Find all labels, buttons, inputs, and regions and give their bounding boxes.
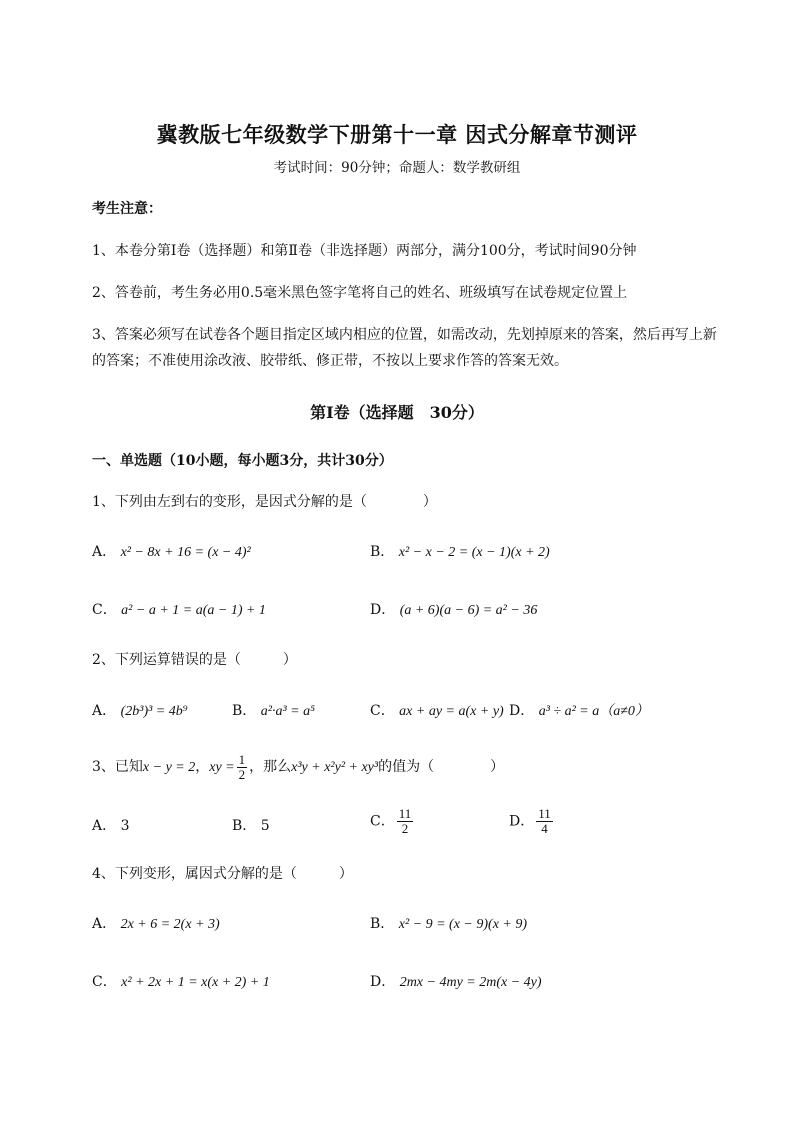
option-letter: B． bbox=[370, 916, 395, 932]
question-4-option-c[interactable] bbox=[92, 972, 270, 993]
section-title: 第I卷（选择题 30分） bbox=[310, 403, 484, 422]
exam-subtitle: 考试时间：90分钟；命题人：数学教研组 bbox=[273, 160, 521, 176]
stem-expression: x − y = 2 bbox=[142, 760, 196, 775]
question-3-option-c[interactable] bbox=[370, 807, 415, 836]
question-4-option-b[interactable] bbox=[370, 914, 527, 935]
option-letter: D． bbox=[370, 602, 396, 618]
question-3-option-b[interactable] bbox=[232, 816, 270, 836]
fraction-numerator: 11 bbox=[538, 806, 551, 821]
option-expression: a³ ÷ a² = a（a≠0） bbox=[538, 704, 649, 719]
fraction-denominator: 4 bbox=[541, 821, 548, 836]
stem-text: ， bbox=[195, 759, 210, 775]
question-1-option-a[interactable] bbox=[92, 542, 251, 563]
option-letter: A． bbox=[92, 818, 117, 834]
option-fraction bbox=[536, 807, 553, 836]
option-value: 3 bbox=[120, 818, 130, 834]
question-2-option-d[interactable] bbox=[509, 701, 649, 722]
question-1-option-c[interactable] bbox=[92, 600, 266, 621]
question-1-stem: 1、下列由左到右的变形，是因式分解的是（ ） bbox=[92, 494, 437, 510]
stem-expression: x³y + x²y² + xy³ bbox=[291, 760, 379, 775]
option-fraction bbox=[397, 807, 414, 836]
option-letter: C． bbox=[92, 974, 117, 990]
question-4-stem: 4、下列变形，属因式分解的是（ ） bbox=[92, 866, 353, 882]
question-3-stem bbox=[92, 752, 504, 783]
option-expression: (a + 6)(a − 6) = a² − 36 bbox=[399, 603, 538, 618]
stem-text: ，那么 bbox=[249, 759, 292, 775]
fraction-denominator: 2 bbox=[238, 766, 246, 782]
question-2-option-b[interactable] bbox=[232, 701, 315, 722]
option-letter: A． bbox=[92, 916, 117, 932]
question-4-option-a[interactable] bbox=[92, 914, 220, 935]
option-letter: C． bbox=[370, 703, 395, 719]
page-title: 冀教版七年级数学下册第十一章 因式分解章节测评 bbox=[156, 122, 638, 147]
option-expression: 2mx − 4my = 2m(x − 4y) bbox=[399, 975, 542, 990]
option-letter: B． bbox=[232, 818, 257, 834]
option-expression: x² + 2x + 1 = x(x + 2) + 1 bbox=[121, 975, 270, 990]
stem-text: 的值为（ ） bbox=[378, 759, 505, 775]
stem-fraction bbox=[237, 753, 248, 782]
note-item-3: 3、答案必须写在试卷各个题目指定区域内相应的位置，如需改动，先划掉原来的答案，然后再写上新 bbox=[92, 327, 717, 343]
option-letter: D． bbox=[509, 703, 535, 719]
option-expression: 2x + 6 = 2(x + 3) bbox=[120, 917, 220, 932]
stem-expression: xy = bbox=[209, 760, 235, 775]
option-letter: C． bbox=[370, 813, 395, 830]
question-2-option-c[interactable] bbox=[370, 701, 504, 722]
option-letter: D． bbox=[370, 974, 396, 990]
option-letter: B． bbox=[232, 703, 257, 719]
option-expression: a² − a + 1 = a(a − 1) + 1 bbox=[121, 603, 266, 618]
question-1-option-b[interactable] bbox=[370, 542, 550, 563]
option-letter: D． bbox=[509, 813, 535, 830]
option-letter: A． bbox=[92, 544, 117, 560]
notes-heading: 考生注意： bbox=[92, 201, 162, 217]
option-letter: C． bbox=[92, 602, 117, 618]
option-expression: ax + ay = a(x + y) bbox=[399, 704, 504, 719]
question-2-stem: 2、下列运算错误的是（ ） bbox=[92, 652, 297, 668]
option-value: 5 bbox=[260, 818, 270, 834]
option-letter: A． bbox=[92, 703, 117, 719]
question-4-option-d[interactable] bbox=[370, 972, 542, 993]
note-item-3-cont: 的答案；不准使用涂改液、胶带纸、修正带，不按以上要求作答的答案无效。 bbox=[92, 353, 568, 369]
note-item-2: 2、答卷前，考生务必用0.5毫米黑色签字笔将自己的姓名、班级填写在试卷规定位置上 bbox=[92, 285, 628, 301]
option-letter: B． bbox=[370, 544, 395, 560]
option-expression: x² − 9 = (x − 9)(x + 9) bbox=[398, 917, 528, 932]
question-1-option-d[interactable] bbox=[370, 600, 537, 621]
question-2-option-a[interactable] bbox=[92, 701, 188, 722]
option-expression: x² − x − 2 = (x − 1)(x + 2) bbox=[398, 545, 550, 560]
part-heading: 一、单选题（10小题，每小题3分，共计30分） bbox=[92, 453, 393, 469]
stem-text: 3、已知 bbox=[92, 759, 143, 775]
note-item-1: 1、本卷分第I卷（选择题）和第Ⅱ卷（非选择题）两部分，满分100分，考试时间90分钟 bbox=[92, 243, 637, 259]
fraction-numerator: 1 bbox=[238, 751, 246, 767]
question-3-option-a[interactable] bbox=[92, 816, 130, 836]
fraction-denominator: 2 bbox=[401, 821, 409, 836]
option-expression: a²·a³ = a⁵ bbox=[260, 704, 315, 719]
question-3-option-d[interactable] bbox=[509, 807, 555, 836]
fraction-numerator: 11 bbox=[398, 806, 412, 821]
option-expression: (2b³)³ = 4b⁹ bbox=[120, 704, 188, 719]
option-expression: x² − 8x + 16 = (x − 4)² bbox=[120, 545, 251, 560]
